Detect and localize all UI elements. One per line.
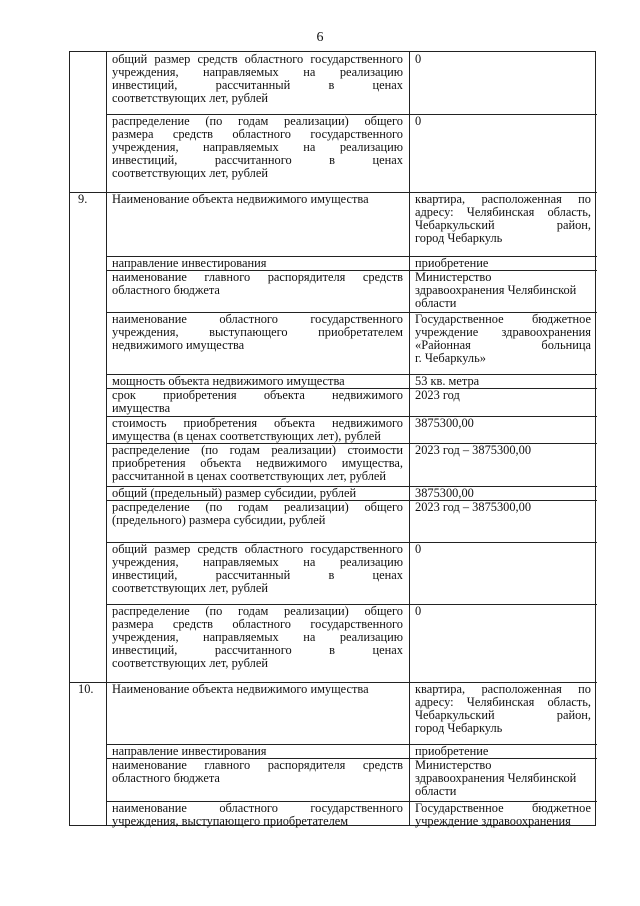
- row-number: 10.: [78, 682, 94, 696]
- row-value-line: приобретение: [415, 256, 489, 270]
- row-description-line: инвестиций, рассчитанный в ценах: [112, 568, 403, 583]
- row-value-line: учреждение здравоохранения: [415, 814, 571, 829]
- row-description-line: учреждения, направляемых на реализацию: [112, 555, 403, 570]
- row-description-line: стоимость приобретения объекта недвижимого: [112, 416, 403, 430]
- row-description-line: соответствующих лет, рублей: [112, 581, 268, 596]
- row-description-line: учреждения, выступающего приобретателем: [112, 325, 403, 340]
- row-value-line: Министерство: [415, 270, 492, 284]
- row-description-line: направление инвестирования: [112, 744, 267, 758]
- row-description-line: областного бюджета: [112, 283, 220, 298]
- row-description-line: размера средств областного государственного: [112, 127, 403, 142]
- row-description-line: соответствующих лет, рублей: [112, 91, 268, 106]
- row-description-line: размера средств областного государственного: [112, 617, 403, 632]
- row-description-line: приобретения объекта недвижимого имущества,: [112, 456, 403, 471]
- row-description-line: распределение (по годам реализации) стоимости: [112, 443, 403, 457]
- row-description-line: учреждения, направляемых на реализацию: [112, 630, 403, 645]
- page-number: 6: [316, 30, 324, 45]
- row-value-line: г. Чебаркуль»: [415, 351, 486, 366]
- row-description-line: наименование областного государственного: [112, 801, 403, 815]
- row-value-line: 2023 год – 3875300,00: [415, 500, 532, 514]
- row-description-line: имущества: [112, 401, 171, 416]
- row-value-line: 53 кв. метра: [415, 374, 480, 388]
- row-value-line: 0: [415, 604, 422, 618]
- row-value-line: области: [415, 784, 457, 799]
- row-value-line: 2023 год: [415, 388, 460, 402]
- row-description-line: наименование главного распорядителя средств: [112, 758, 403, 772]
- row-value-line: 3875300,00: [415, 486, 474, 500]
- row-value-line: 0: [415, 542, 422, 556]
- row-divider: [70, 192, 106, 193]
- column-divider: [409, 52, 410, 825]
- row-value-line: Чебаркульский район,: [415, 218, 591, 233]
- row-value-line: 0: [415, 52, 422, 66]
- row-description-line: наименование областного государственного: [112, 312, 403, 326]
- row-value-line: учреждение здравоохранения: [415, 325, 591, 340]
- row-description-line: учреждения, направляемых на реализацию: [112, 140, 403, 155]
- row-value-line: адресу: Челябинская область,: [415, 695, 591, 710]
- row-description-line: общий (предельный) размер субсидии, рублей: [112, 486, 357, 500]
- row-value-line: Министерство: [415, 758, 492, 772]
- row-description-line: срок приобретения объекта недвижимого: [112, 388, 403, 402]
- row-description-line: учреждения, выступающего приобретателем: [112, 814, 349, 829]
- row-value-line: город Чебаркуль: [415, 721, 503, 736]
- row-value-line: 2023 год – 3875300,00: [415, 443, 532, 457]
- row-description-line: распределение (по годам реализации) общего: [112, 604, 403, 618]
- row-description-line: соответствующих лет, рублей: [112, 166, 268, 181]
- row-value-line: квартира, расположенная по: [415, 682, 591, 696]
- row-description-line: инвестиций, рассчитанного в ценах: [112, 643, 403, 658]
- row-description-line: общий размер средств областного государственного: [112, 542, 403, 556]
- row-description-line: рассчитанной в ценах соответствующих лет, рублей: [112, 469, 387, 484]
- row-description-line: общий размер средств областного государственного: [112, 52, 403, 66]
- row-value-line: адресу: Челябинская область,: [415, 205, 591, 220]
- row-description-line: (предельного) размера субсидии, рублей: [112, 513, 326, 528]
- row-value-line: Чебаркульский район,: [415, 708, 591, 723]
- row-description-line: направление инвестирования: [112, 256, 267, 270]
- column-divider: [106, 52, 107, 825]
- row-value-line: город Чебаркуль: [415, 231, 503, 246]
- row-description-line: недвижимого имущества: [112, 338, 245, 353]
- row-value-line: здравоохранения Челябинской: [415, 771, 577, 786]
- row-description-line: Наименование объекта недвижимого имущества: [112, 192, 369, 206]
- row-description-line: наименование главного распорядителя средств: [112, 270, 403, 284]
- row-description-line: Наименование объекта недвижимого имущества: [112, 682, 369, 696]
- row-description-line: инвестиций, рассчитанного в ценах: [112, 153, 403, 168]
- row-value-line: здравоохранения Челябинской: [415, 283, 577, 298]
- row-description-line: распределение (по годам реализации) общего: [112, 500, 403, 514]
- row-value-line: области: [415, 296, 457, 311]
- row-value-line: «Районная больница: [415, 338, 591, 353]
- row-description-line: имущества (в ценах соответствующих лет), рублей: [112, 429, 381, 444]
- data-table: [69, 51, 596, 829]
- row-value-line: Государственное бюджетное: [415, 801, 591, 815]
- row-value-line: квартира, расположенная по: [415, 192, 591, 206]
- row-description-line: областного бюджета: [112, 771, 220, 786]
- row-value-line: Государственное бюджетное: [415, 312, 591, 326]
- row-number: 9.: [78, 192, 88, 206]
- row-value-line: 3875300,00: [415, 416, 474, 430]
- row-description-line: соответствующих лет, рублей: [112, 656, 268, 671]
- row-value-line: 0: [415, 114, 422, 128]
- row-description-line: распределение (по годам реализации) общего: [112, 114, 403, 128]
- row-description-line: мощность объекта недвижимого имущества: [112, 374, 345, 388]
- row-description-line: инвестиций, рассчитанный в ценах: [112, 78, 403, 93]
- row-value-line: приобретение: [415, 744, 489, 758]
- row-description-line: учреждения, направляемых на реализацию: [112, 65, 403, 80]
